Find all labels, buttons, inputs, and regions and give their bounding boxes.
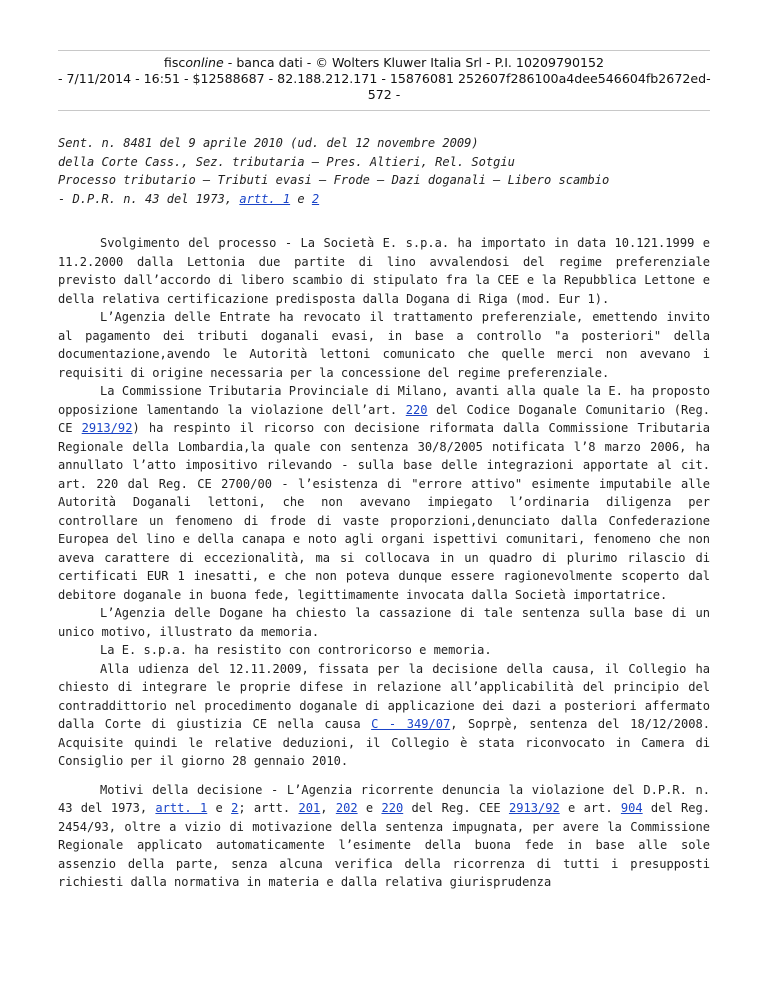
header-line-3: 572 - [367,87,401,102]
link-artt-1-dpr[interactable]: artt. 1 [155,801,208,815]
p7-text-h: del Reg. 2454/93, oltre a vizio di motivazione della sentenza impugnata, per avere la Commissione Regionale applicato automaticamente l’esimente della buona fede in base alle sole assenzio della parte, senza alcuna verifica della ricorrenza di tutti i presupposti richiesti dalla normativa in materia e dalla relativa giurisprudenza [58,801,711,889]
p6-text-b: , Soprpè, sentenza del 18/12/2008. Acquisite quindi le relative deduzioni, il Collegio è stata riconvocato in Camera di Consiglio per il giorno 28 gennaio 2010. [58,717,710,768]
paragraph-3 [58,382,710,604]
p7-text-g: e art. [559,801,621,815]
p7-text-d: , [320,801,336,815]
spacer [58,208,710,234]
header-brand: fisc [163,55,186,70]
link-art-2[interactable]: 2 [311,191,320,206]
link-art-220-reg[interactable]: 220 [381,801,404,815]
p7-text-f: del Reg. CEE [403,801,509,815]
title-conj: e [290,191,312,206]
link-art-201[interactable]: 201 [298,801,321,815]
header-brand-italic: online [185,55,224,70]
p7-text-e: e [357,801,382,815]
p3-text-b: del Codice Doganale Comunitario (Reg. CE [58,402,711,435]
link-reg-2913-92[interactable]: 2913/92 [81,421,133,435]
paragraph-2: L’Agenzia delle Entrate ha revocato il trattamento preferenziale, emettendo invito al pagamento dei tributi doganali evasi, in base a controllo "a posteriori" della documentazione,avendo le Autorità lettoni comunicato che quelle merci non avevano i requisiti di origine necessaria per la concessione del regime preferenziale. [58,310,710,380]
p6-text-a: Alla udienza del 12.11.2009, fissata per la decisione della causa, il Collegio ha chiesto di integrare le proprie difese in relazione all’applicabilità del principio del contraddittorio nel procedimento doganale di applicazione dei dazi a posteriori affermato dalla Corte di giustizia CE nella causa [58,661,710,731]
paragraph-1: Svolgimento del processo - La Società E. s.p.a. ha importato in data 10.121.1999 e 11.2.2000 dalla Lettonia due partite di lino avvalendosi del regime preferenziale previsto dall’accordo di libero scambio di stipulato fra la CEE e la Repubblica Lettone e della relativa certificazione predisposta dalla Dogana di Riga (mod. Eur 1). [58,236,710,306]
document-header [58,50,710,111]
p3-text-a: La Commissione Tributaria Provinciale di Milano, avanti alla quale la E. ha proposto opposizione lamentando la violazione dell’art. [58,384,710,417]
paragraph-4: L’Agenzia delle Dogane ha chiesto la cassazione di tale sentenza sulla base di un unico motivo, illustrato da memoria. [58,606,710,639]
p3-text-c: ) ha respinto il ricorso con decisione riformata dalla Commissione Tributaria Regionale della Lombardia,la quale con sentenza 30/8/2005 notificata l’8 marzo 2006, ha annullato l’atto impositivo rilevando - sulla base delle integrazioni apportate al cit. art. 220 dal Reg. CE 2700/00 - l’esistenza di "errore attivo" esimente imputabile alle Autorità Doganali lettoni, che non avevano impiegato l’ordinaria diligenza per controllare un fenomeno di frode di vaste proporzioni,denunciato dalla Confederazione Europea del lino e della canapa e noto agli organi ispettivi comunitari, fenomeno che non aveva carattere di eccezionalità, ma si collocava in un quadro di plurimo rilascio di certificati EUR 1 inesatti, e che non poteva dunque essere ragionevolmente scoperto dal debitore doganale in buona fede, legittimamente invocata dalla Società importatrice. [58,421,710,602]
header-line-1 [58,55,710,71]
p7-text-a: Motivi della decisione - L’Agenzia ricorrente denuncia la violazione del D.P.R. n. 43 del 1973, [58,782,710,815]
p7-text-b: e [207,801,232,815]
p7-text-c: ; artt. [238,801,299,815]
link-art-2-dpr[interactable]: 2 [231,801,239,815]
paragraph-7 [58,781,710,892]
spacer [58,771,710,781]
title-line-3: Processo tributario – Tributi evasi – Frode – Dazi doganali – Libero scambio [58,173,610,187]
link-art-202[interactable]: 202 [335,801,358,815]
title-line-4 [58,190,710,209]
title-line-2: della Corte Cass., Sez. tributaria – Pres. Altieri, Rel. Sotgiu [58,154,515,169]
title-line-4-text: - D.P.R. n. 43 del 1973, [58,191,240,206]
header-line-2: - 7/11/2014 - 16:51 - $12588687 - 82.188.212.171 - 15876081 252607f286100a4dee546604fb2672ed- [58,71,711,86]
link-causa-c-349-07[interactable]: C - 349/07 [371,717,451,731]
link-art-904[interactable]: 904 [620,801,643,815]
link-art-220[interactable]: 220 [405,402,428,417]
document-body [58,134,710,892]
link-artt-1[interactable]: artt. 1 [239,191,291,206]
paragraph-5: La E. s.p.a. ha resistito con controricorso e memoria. [100,643,492,657]
link-reg-2913-92-b[interactable]: 2913/92 [508,801,560,815]
title-line-1: Sent. n. 8481 del 9 aprile 2010 (ud. del 12 novembre 2009) [58,136,479,150]
paragraph-6 [58,660,710,771]
sentence-title [58,134,710,208]
header-copyright: - banca dati - © Wolters Kluwer Italia Srl - P.I. 10209790152 [223,55,605,70]
